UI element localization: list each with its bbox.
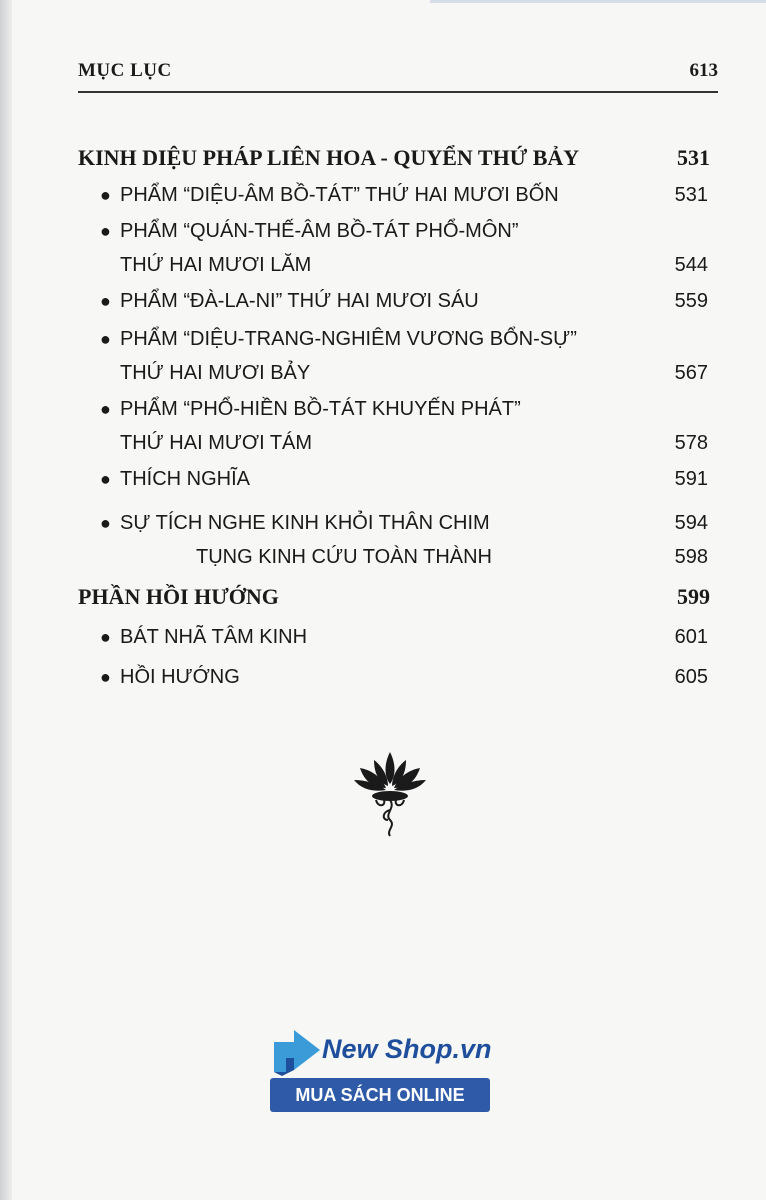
entry-page: 605 (674, 666, 708, 688)
entry-page: 567 (674, 362, 708, 384)
lotus-ornament-icon (350, 750, 430, 840)
entry-page: 531 (674, 184, 708, 206)
entry-title: PHẨM “QUÁN-THẾ-ÂM BỒ-TÁT PHỔ-MÔN” (120, 220, 519, 242)
entry-title: TỤNG KINH CỨU TOÀN THÀNH (196, 546, 492, 568)
page-header (78, 60, 718, 90)
entry-title: SỰ TÍCH NGHE KINH KHỎI THÂN CHIM (120, 512, 490, 534)
bullet-icon: ● (100, 513, 111, 533)
entry-page: 594 (674, 512, 708, 534)
entry-page: 591 (674, 468, 708, 490)
bullet-icon: ● (100, 399, 111, 419)
bullet-icon: ● (100, 291, 111, 311)
toc-entry (100, 620, 708, 654)
page-edge (0, 0, 12, 1200)
toc-entry (100, 284, 708, 318)
entry-page: 578 (674, 432, 708, 454)
section-title: PHẦN HỒI HƯỚNG (78, 584, 279, 609)
entry-title-continued: THỨ HAI MƯƠI LĂM (120, 254, 312, 276)
section-page: 531 (677, 145, 710, 170)
entry-page: 544 (674, 254, 708, 276)
toc-entry (100, 660, 708, 694)
bullet-icon: ● (100, 469, 111, 489)
newshop-logo (270, 1020, 492, 1116)
entry-title-continued: THỨ HAI MƯƠI TÁM (120, 432, 313, 454)
top-border-line (430, 0, 766, 3)
header-rule (78, 91, 718, 93)
section-title: KINH DIỆU PHÁP LIÊN HOA - QUYỂN THỨ BẢY (78, 145, 580, 170)
entry-title: PHẨM “DIỆU-ÂM BỒ-TÁT” THỨ HAI MƯƠI BỐN (120, 184, 559, 206)
logo-brand-text: New Shop.vn (322, 1034, 492, 1064)
entry-page: 598 (674, 546, 708, 568)
entry-title: PHẨM “ĐÀ-LA-NI” THỨ HAI MƯƠI SÁU (120, 290, 479, 312)
bullet-icon: ● (100, 329, 111, 349)
toc-entry (100, 506, 708, 540)
toc-entry (100, 178, 708, 212)
toc-entry (100, 322, 708, 390)
arrow-logo-icon (270, 1022, 322, 1076)
bullet-icon: ● (100, 627, 111, 647)
page-title: MỤC LỤC (78, 60, 172, 81)
entry-title-continued: THỨ HAI MƯƠI BẢY (120, 362, 311, 384)
section-heading (78, 584, 710, 610)
bullet-icon: ● (100, 667, 111, 687)
toc-entry (100, 462, 708, 496)
entry-title: HỒI HƯỚNG (120, 666, 240, 688)
entry-title: BÁT NHÃ TÂM KINH (120, 626, 308, 648)
entry-page: 559 (674, 290, 708, 312)
entry-title: PHẨM “PHỔ-HIỀN BỒ-TÁT KHUYẾN PHÁT” (120, 398, 521, 420)
entry-title: PHẨM “DIỆU-TRANG-NGHIÊM VƯƠNG BỔN-SỰ” (120, 328, 577, 350)
bullet-icon: ● (100, 185, 111, 205)
section-heading (78, 145, 710, 171)
section-page: 599 (677, 584, 710, 609)
entry-page: 601 (674, 626, 708, 648)
toc-entry (100, 214, 708, 282)
page-number: 613 (689, 60, 718, 81)
logo-banner: MUA SÁCH ONLINE (270, 1078, 490, 1112)
toc-entry (100, 540, 708, 574)
bullet-icon: ● (100, 221, 111, 241)
entry-title: THÍCH NGHĨA (120, 468, 250, 490)
toc-entry (100, 392, 708, 460)
